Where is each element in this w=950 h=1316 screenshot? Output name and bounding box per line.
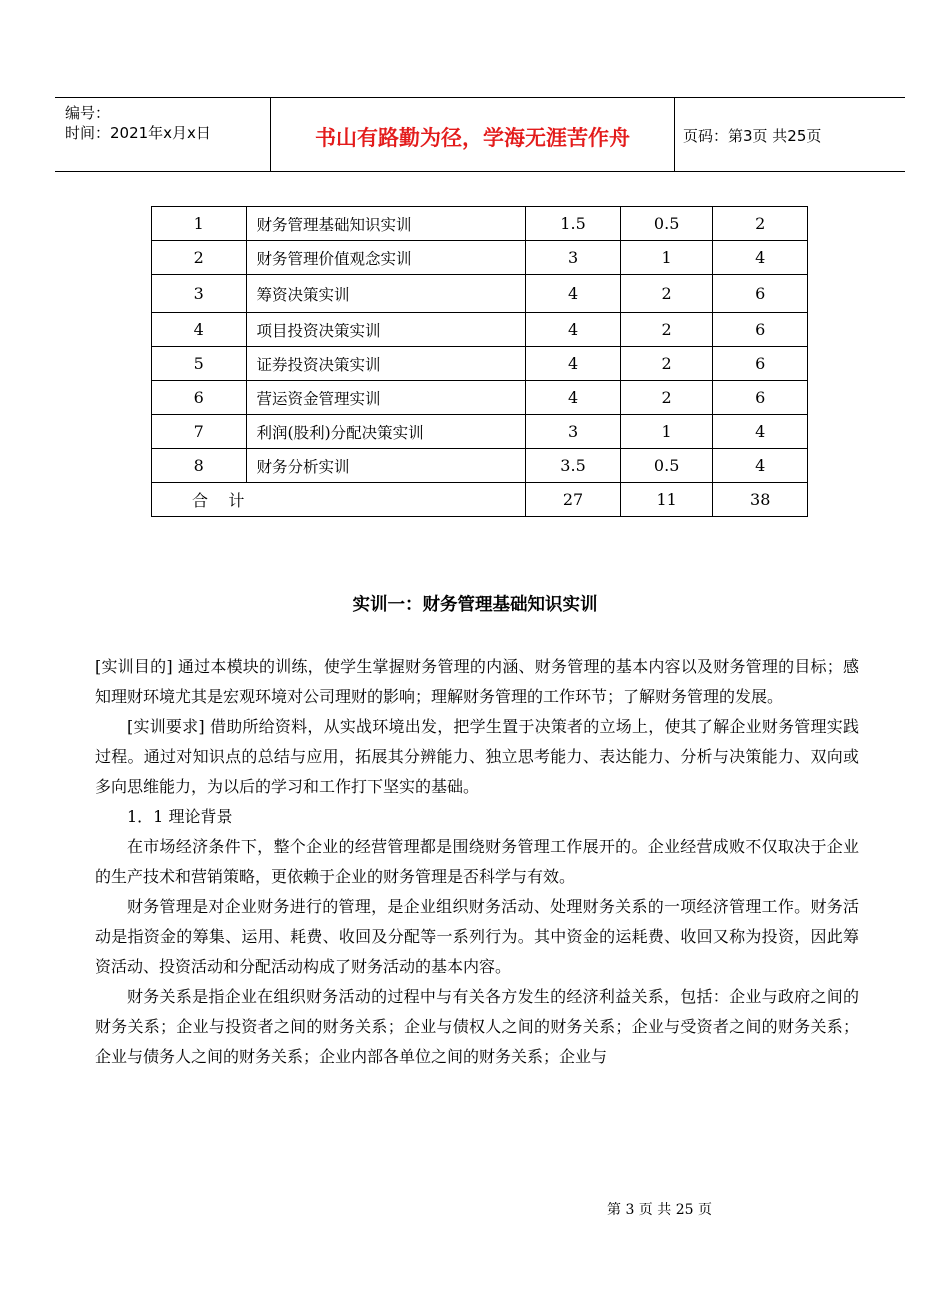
paragraph-market: 在市场经济条件下，整个企业的经营管理都是围绕财务管理工作展开的。企业经营成败不仅取决于企业的生产技术和营销策略，更依赖于企业的财务管理是否科学与有效。	[95, 837, 859, 886]
paragraph-requirements: [实训要求] 借助所给资料，从实战环境出发，把学生置于决策者的立场上，使其了解企业财务管理实践过程。通过对知识点的总结与应用，拓展其分辨能力、独立思考能力、表达能力、分析与决策能力、双向或多向思维能力，为以后的学习和工作打下坚实的基础。	[95, 717, 859, 796]
hours-theory: 4	[526, 313, 621, 347]
hours-practice: 0.5	[620, 207, 713, 241]
body-text	[95, 652, 859, 1072]
header-info-cell	[55, 98, 271, 171]
row-number: 4	[152, 313, 247, 347]
section-title: 实训一：财务管理基础知识实训	[352, 595, 598, 615]
course-name: 财务管理价值观念实训	[246, 241, 526, 275]
hours-theory: 4	[526, 381, 621, 415]
total-row	[152, 483, 808, 517]
course-name: 筹资决策实训	[246, 275, 526, 313]
hours-theory: 3	[526, 415, 621, 449]
hours-theory: 3.5	[526, 449, 621, 483]
hours-total: 6	[713, 275, 808, 313]
course-name: 项目投资决策实训	[246, 313, 526, 347]
row-number: 3	[152, 275, 247, 313]
header-page-cell	[675, 98, 905, 171]
row-number: 7	[152, 415, 247, 449]
hours-theory: 4	[526, 347, 621, 381]
page-number-label: 页码：第3页 共25页	[683, 127, 822, 145]
row-number: 8	[152, 449, 247, 483]
paragraph-financial-relations: 财务关系是指企业在组织财务活动的过程中与有关各方发生的经济利益关系，包括：企业与政府之间的财务关系；企业与投资者之间的财务关系；企业与债权人之间的财务关系；企业与受资者之间的财务关系；企业与债务人之间的财务关系；企业内部各单位之间的财务关系；企业与	[95, 987, 859, 1066]
table-row	[152, 207, 808, 241]
row-number: 6	[152, 381, 247, 415]
hours-practice: 2	[620, 275, 713, 313]
course-name: 利润(股利)分配决策实训	[246, 415, 526, 449]
hours-practice: 0.5	[620, 449, 713, 483]
course-name: 营运资金管理实训	[246, 381, 526, 415]
page-footer: 第 3 页 共 25 页	[607, 1202, 712, 1218]
header-motto-cell	[271, 98, 675, 171]
row-number: 5	[152, 347, 247, 381]
course-name: 财务管理基础知识实训	[246, 207, 526, 241]
table-row	[152, 449, 808, 483]
row-number: 1	[152, 207, 247, 241]
table-row	[152, 381, 808, 415]
hours-theory: 3	[526, 241, 621, 275]
paragraph-financial-management: 财务管理是对企业财务进行的管理，是企业组织财务活动、处理财务关系的一项经济管理工作。财务活动是指资金的筹集、运用、耗费、收回及分配等一系列行为。其中资金的运耗费、收回又称为投资，因此筹资活动、投资活动和分配活动构成了财务活动的基本内容。	[95, 897, 859, 976]
hours-total: 6	[713, 381, 808, 415]
hours-theory: 1.5	[526, 207, 621, 241]
table-row	[152, 313, 808, 347]
time-label: 时间：2021年x月x日	[65, 124, 211, 142]
total-hours: 38	[713, 483, 808, 517]
page-header	[55, 97, 905, 172]
table-row	[152, 275, 808, 313]
hours-total: 4	[713, 449, 808, 483]
hours-practice: 1	[620, 241, 713, 275]
hours-table	[151, 206, 808, 517]
number-label: 编号：	[65, 104, 111, 122]
hours-practice: 1	[620, 415, 713, 449]
subsection-heading: 1．1 理论背景	[127, 807, 233, 826]
course-name: 证券投资决策实训	[246, 347, 526, 381]
paragraph-purpose: [实训目的] 通过本模块的训练，使学生掌握财务管理的内涵、财务管理的基本内容以及财务管理的目标；感知理财环境尤其是宏观环境对公司理财的影响；理解财务管理的工作环节；了解财务管理的发展。	[95, 657, 859, 706]
hours-practice: 2	[620, 347, 713, 381]
hours-practice: 2	[620, 313, 713, 347]
total-theory: 27	[526, 483, 621, 517]
hours-total: 4	[713, 415, 808, 449]
total-label: 合 计	[152, 483, 526, 517]
table-row	[152, 241, 808, 275]
table-row	[152, 347, 808, 381]
hours-total: 6	[713, 313, 808, 347]
course-name: 财务分析实训	[246, 449, 526, 483]
hours-total: 6	[713, 347, 808, 381]
table-row	[152, 415, 808, 449]
hours-theory: 4	[526, 275, 621, 313]
row-number: 2	[152, 241, 247, 275]
hours-total: 4	[713, 241, 808, 275]
hours-total: 2	[713, 207, 808, 241]
hours-practice: 2	[620, 381, 713, 415]
motto: 书山有路勤为径，学海无涯苦作舟	[315, 126, 630, 150]
total-practice: 11	[620, 483, 713, 517]
